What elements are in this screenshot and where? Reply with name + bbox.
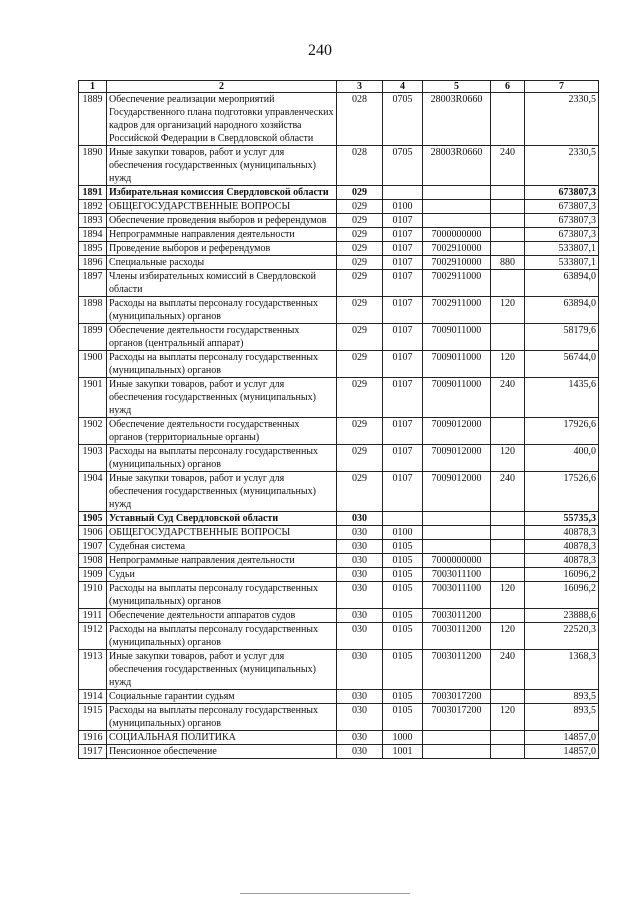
row-number-cell: 1910	[79, 582, 107, 609]
department-code-cell: 030	[337, 704, 383, 731]
amount-cell: 17526,6	[525, 472, 599, 512]
table-row	[79, 146, 599, 186]
amount-cell: 40878,3	[525, 554, 599, 568]
item-name-cell: Расходы на выплаты персоналу государственных (муниципальных) органов	[107, 445, 337, 472]
target-article-cell	[423, 745, 491, 759]
expense-type-cell: 120	[491, 582, 525, 609]
department-code-cell: 030	[337, 568, 383, 582]
item-name-cell: Судебная система	[107, 540, 337, 554]
target-article-cell: 7000000000	[423, 228, 491, 242]
department-code-cell: 030	[337, 554, 383, 568]
item-name-cell: СОЦИАЛЬНАЯ ПОЛИТИКА	[107, 731, 337, 745]
section-code-cell: 0105	[383, 650, 423, 690]
table-row	[79, 228, 599, 242]
department-code-cell: 029	[337, 186, 383, 200]
item-name-cell: Иные закупки товаров, работ и услуг для обеспечения государственных (муниципальных) нужд	[107, 472, 337, 512]
section-code-cell: 0107	[383, 324, 423, 351]
row-number-cell: 1905	[79, 512, 107, 526]
bottom-divider	[240, 893, 410, 894]
section-code-cell	[383, 186, 423, 200]
expense-type-cell	[491, 214, 525, 228]
target-article-cell: 7002911000	[423, 297, 491, 324]
expense-type-cell: 120	[491, 704, 525, 731]
table-row	[79, 623, 599, 650]
department-code-cell: 028	[337, 93, 383, 146]
expense-type-cell: 880	[491, 256, 525, 270]
amount-cell: 23888,6	[525, 609, 599, 623]
section-code-cell: 0107	[383, 228, 423, 242]
amount-cell: 533807,1	[525, 242, 599, 256]
amount-cell: 40878,3	[525, 526, 599, 540]
section-code-cell: 0705	[383, 93, 423, 146]
target-article-cell: 7003017200	[423, 690, 491, 704]
item-name-cell: Непрограммные направления деятельности	[107, 228, 337, 242]
row-number-cell: 1916	[79, 731, 107, 745]
item-name-cell: Судьи	[107, 568, 337, 582]
header-cell: 7	[525, 81, 599, 93]
expense-type-cell	[491, 540, 525, 554]
item-name-cell: Проведение выборов и референдумов	[107, 242, 337, 256]
amount-cell: 17926,6	[525, 418, 599, 445]
section-code-cell: 1001	[383, 745, 423, 759]
expense-type-cell: 120	[491, 445, 525, 472]
target-article-cell: 7009012000	[423, 472, 491, 512]
expense-type-cell	[491, 200, 525, 214]
department-code-cell: 029	[337, 256, 383, 270]
target-article-cell: 28003R0660	[423, 93, 491, 146]
row-number-cell: 1897	[79, 270, 107, 297]
amount-cell: 893,5	[525, 690, 599, 704]
target-article-cell: 7009012000	[423, 418, 491, 445]
row-number-cell: 1911	[79, 609, 107, 623]
table-row	[79, 256, 599, 270]
department-code-cell: 030	[337, 745, 383, 759]
target-article-cell	[423, 540, 491, 554]
section-code-cell: 0107	[383, 270, 423, 297]
amount-cell: 16096,2	[525, 582, 599, 609]
row-number-cell: 1898	[79, 297, 107, 324]
section-code-cell: 0107	[383, 378, 423, 418]
section-code-cell: 0107	[383, 242, 423, 256]
row-number-cell: 1891	[79, 186, 107, 200]
section-code-cell: 0105	[383, 690, 423, 704]
section-code-cell: 0105	[383, 609, 423, 623]
table-row	[79, 472, 599, 512]
header-cell: 6	[491, 81, 525, 93]
expense-type-cell	[491, 512, 525, 526]
table-row	[79, 445, 599, 472]
amount-cell: 673807,3	[525, 228, 599, 242]
expense-type-cell	[491, 568, 525, 582]
expense-type-cell: 240	[491, 650, 525, 690]
header-cell: 4	[383, 81, 423, 93]
department-code-cell: 030	[337, 650, 383, 690]
table-row	[79, 270, 599, 297]
department-code-cell: 029	[337, 270, 383, 297]
target-article-cell: 7009011000	[423, 324, 491, 351]
target-article-cell: 7003011200	[423, 650, 491, 690]
amount-cell: 893,5	[525, 704, 599, 731]
row-number-cell: 1907	[79, 540, 107, 554]
section-code-cell	[383, 512, 423, 526]
row-number-cell: 1892	[79, 200, 107, 214]
item-name-cell: Обеспечение проведения выборов и референдумов	[107, 214, 337, 228]
expense-type-cell	[491, 228, 525, 242]
row-number-cell: 1900	[79, 351, 107, 378]
header-row	[79, 81, 599, 93]
item-name-cell: Избирательная комиссия Свердловской области	[107, 186, 337, 200]
budget-table	[78, 80, 599, 759]
department-code-cell: 029	[337, 378, 383, 418]
header-cell: 1	[79, 81, 107, 93]
row-number-cell: 1902	[79, 418, 107, 445]
expense-type-cell	[491, 93, 525, 146]
item-name-cell: Обеспечение деятельности государственных органов (территориальные органы)	[107, 418, 337, 445]
table-row	[79, 351, 599, 378]
expense-type-cell: 240	[491, 378, 525, 418]
department-code-cell: 030	[337, 690, 383, 704]
row-number-cell: 1904	[79, 472, 107, 512]
row-number-cell: 1906	[79, 526, 107, 540]
item-name-cell: ОБЩЕГОСУДАРСТВЕННЫЕ ВОПРОСЫ	[107, 526, 337, 540]
item-name-cell: Иные закупки товаров, работ и услуг для обеспечения государственных (муниципальных) нужд	[107, 146, 337, 186]
item-name-cell: Расходы на выплаты персоналу государственных (муниципальных) органов	[107, 704, 337, 731]
department-code-cell: 029	[337, 297, 383, 324]
amount-cell: 22520,3	[525, 623, 599, 650]
department-code-cell: 028	[337, 146, 383, 186]
table-row	[79, 554, 599, 568]
target-article-cell	[423, 731, 491, 745]
department-code-cell: 030	[337, 609, 383, 623]
row-number-cell: 1917	[79, 745, 107, 759]
section-code-cell: 0105	[383, 582, 423, 609]
section-code-cell: 0107	[383, 472, 423, 512]
department-code-cell: 030	[337, 731, 383, 745]
table-row	[79, 93, 599, 146]
amount-cell: 533807,1	[525, 256, 599, 270]
target-article-cell: 7002911000	[423, 270, 491, 297]
target-article-cell: 7003011100	[423, 568, 491, 582]
row-number-cell: 1890	[79, 146, 107, 186]
section-code-cell: 0100	[383, 200, 423, 214]
amount-cell: 63894,0	[525, 297, 599, 324]
table-row	[79, 568, 599, 582]
target-article-cell: 7009011000	[423, 378, 491, 418]
section-code-cell: 0107	[383, 214, 423, 228]
page-number: 240	[308, 42, 332, 59]
department-code-cell: 029	[337, 418, 383, 445]
expense-type-cell: 120	[491, 297, 525, 324]
item-name-cell: Непрограммные направления деятельности	[107, 554, 337, 568]
department-code-cell: 029	[337, 472, 383, 512]
target-article-cell: 7002910000	[423, 256, 491, 270]
row-number-cell: 1896	[79, 256, 107, 270]
expense-type-cell	[491, 242, 525, 256]
amount-cell: 2330,5	[525, 93, 599, 146]
table-row	[79, 540, 599, 554]
amount-cell: 40878,3	[525, 540, 599, 554]
department-code-cell: 029	[337, 200, 383, 214]
item-name-cell: Расходы на выплаты персоналу государственных (муниципальных) органов	[107, 351, 337, 378]
row-number-cell: 1893	[79, 214, 107, 228]
row-number-cell: 1908	[79, 554, 107, 568]
item-name-cell: Обеспечение деятельности аппаратов судов	[107, 609, 337, 623]
row-number-cell: 1909	[79, 568, 107, 582]
table-row	[79, 242, 599, 256]
section-code-cell: 1000	[383, 731, 423, 745]
department-code-cell: 030	[337, 526, 383, 540]
section-code-cell: 0105	[383, 704, 423, 731]
target-article-cell: 7003017200	[423, 704, 491, 731]
section-code-cell: 0105	[383, 540, 423, 554]
amount-cell: 673807,3	[525, 214, 599, 228]
section-code-cell: 0107	[383, 351, 423, 378]
target-article-cell: 7000000000	[423, 554, 491, 568]
department-code-cell: 029	[337, 242, 383, 256]
table-row	[79, 418, 599, 445]
amount-cell: 2330,5	[525, 146, 599, 186]
header-cell: 3	[337, 81, 383, 93]
department-code-cell: 030	[337, 582, 383, 609]
table-row	[79, 200, 599, 214]
target-article-cell	[423, 512, 491, 526]
row-number-cell: 1895	[79, 242, 107, 256]
table-row	[79, 378, 599, 418]
target-article-cell: 7009011000	[423, 351, 491, 378]
amount-cell: 56744,0	[525, 351, 599, 378]
expense-type-cell	[491, 186, 525, 200]
section-code-cell: 0105	[383, 568, 423, 582]
table-row	[79, 745, 599, 759]
department-code-cell: 030	[337, 540, 383, 554]
table-row	[79, 704, 599, 731]
row-number-cell: 1903	[79, 445, 107, 472]
row-number-cell: 1912	[79, 623, 107, 650]
department-code-cell: 029	[337, 214, 383, 228]
item-name-cell: Пенсионное обеспечение	[107, 745, 337, 759]
item-name-cell: Расходы на выплаты персоналу государственных (муниципальных) органов	[107, 582, 337, 609]
amount-cell: 14857,0	[525, 745, 599, 759]
expense-type-cell	[491, 609, 525, 623]
department-code-cell: 029	[337, 228, 383, 242]
amount-cell: 673807,3	[525, 200, 599, 214]
expense-type-cell: 120	[491, 351, 525, 378]
table-row	[79, 297, 599, 324]
expense-type-cell: 240	[491, 472, 525, 512]
target-article-cell	[423, 200, 491, 214]
amount-cell: 63894,0	[525, 270, 599, 297]
target-article-cell: 7003011200	[423, 609, 491, 623]
item-name-cell: Расходы на выплаты персоналу государственных (муниципальных) органов	[107, 297, 337, 324]
department-code-cell: 029	[337, 445, 383, 472]
row-number-cell: 1889	[79, 93, 107, 146]
item-name-cell: Расходы на выплаты персоналу государственных (муниципальных) органов	[107, 623, 337, 650]
amount-cell: 400,0	[525, 445, 599, 472]
section-code-cell: 0105	[383, 554, 423, 568]
item-name-cell: Обеспечение деятельности государственных органов (центральный аппарат)	[107, 324, 337, 351]
section-code-cell: 0107	[383, 418, 423, 445]
expense-type-cell	[491, 690, 525, 704]
target-article-cell	[423, 214, 491, 228]
amount-cell: 673807,3	[525, 186, 599, 200]
row-number-cell: 1894	[79, 228, 107, 242]
section-code-cell: 0100	[383, 526, 423, 540]
department-code-cell: 030	[337, 623, 383, 650]
target-article-cell	[423, 186, 491, 200]
table-row	[79, 512, 599, 526]
expense-type-cell	[491, 270, 525, 297]
amount-cell: 1435,6	[525, 378, 599, 418]
table-row	[79, 214, 599, 228]
department-code-cell: 029	[337, 351, 383, 378]
item-name-cell: Специальные расходы	[107, 256, 337, 270]
row-number-cell: 1899	[79, 324, 107, 351]
row-number-cell: 1914	[79, 690, 107, 704]
target-article-cell: 7003011200	[423, 623, 491, 650]
expense-type-cell: 120	[491, 623, 525, 650]
section-code-cell: 0107	[383, 445, 423, 472]
expense-type-cell	[491, 745, 525, 759]
row-number-cell: 1901	[79, 378, 107, 418]
table-row	[79, 186, 599, 200]
table-row	[79, 731, 599, 745]
section-code-cell: 0705	[383, 146, 423, 186]
item-name-cell: Иные закупки товаров, работ и услуг для обеспечения государственных (муниципальных) нужд	[107, 378, 337, 418]
target-article-cell: 7002910000	[423, 242, 491, 256]
expense-type-cell	[491, 418, 525, 445]
item-name-cell: Социальные гарантии судьям	[107, 690, 337, 704]
table-row	[79, 526, 599, 540]
item-name-cell: Члены избирательных комиссий в Свердловской области	[107, 270, 337, 297]
expense-type-cell	[491, 526, 525, 540]
expense-type-cell	[491, 554, 525, 568]
target-article-cell: 28003R0660	[423, 146, 491, 186]
target-article-cell: 7009012000	[423, 445, 491, 472]
item-name-cell: Уставный Суд Свердловской области	[107, 512, 337, 526]
expense-type-cell	[491, 324, 525, 351]
target-article-cell: 7003011100	[423, 582, 491, 609]
expense-type-cell: 240	[491, 146, 525, 186]
target-article-cell	[423, 526, 491, 540]
expense-type-cell	[491, 731, 525, 745]
header-cell: 5	[423, 81, 491, 93]
table-row	[79, 324, 599, 351]
section-code-cell: 0105	[383, 623, 423, 650]
table-row	[79, 690, 599, 704]
item-name-cell: ОБЩЕГОСУДАРСТВЕННЫЕ ВОПРОСЫ	[107, 200, 337, 214]
amount-cell: 14857,0	[525, 731, 599, 745]
table-row	[79, 650, 599, 690]
department-code-cell: 029	[337, 324, 383, 351]
row-number-cell: 1915	[79, 704, 107, 731]
department-code-cell: 030	[337, 512, 383, 526]
item-name-cell: Обеспечение реализации мероприятий Государственного плана подготовки управленческих кадров для организаций народного хозяйства Российской Федерации в Свердловской области	[107, 93, 337, 146]
section-code-cell: 0107	[383, 297, 423, 324]
amount-cell: 16096,2	[525, 568, 599, 582]
item-name-cell: Иные закупки товаров, работ и услуг для обеспечения государственных (муниципальных) нужд	[107, 650, 337, 690]
table-row	[79, 609, 599, 623]
header-cell: 2	[107, 81, 337, 93]
table-row	[79, 582, 599, 609]
section-code-cell: 0107	[383, 256, 423, 270]
amount-cell: 58179,6	[525, 324, 599, 351]
amount-cell: 1368,3	[525, 650, 599, 690]
row-number-cell: 1913	[79, 650, 107, 690]
amount-cell: 55735,3	[525, 512, 599, 526]
